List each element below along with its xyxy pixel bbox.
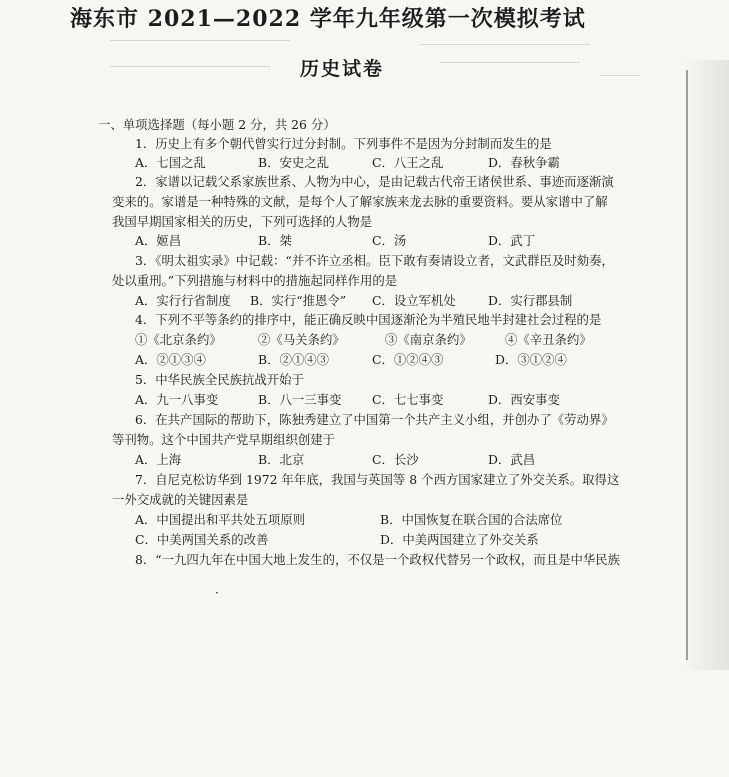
bleed-line	[110, 66, 270, 67]
question-1-line-1: 1．历史上有多个朝代曾实行过分封制。下列事件不是因为分封制而发生的是	[135, 136, 552, 151]
q1-option-a: A．七国之乱	[135, 155, 206, 170]
page-edge	[686, 70, 688, 660]
q2-option-a: A．姬昌	[135, 233, 182, 248]
q7-option-b: B．中国恢复在联合国的合法席位	[380, 512, 563, 527]
q7-option-d: D．中美两国建立了外交关系	[380, 532, 539, 547]
q5-option-a: A．九一八事变	[135, 392, 219, 407]
scan-speck: ·	[215, 586, 219, 600]
q5-option-d: D．西安事变	[488, 392, 560, 407]
q5-option-b: B．八一三事变	[258, 392, 342, 407]
q6-option-c: C．长沙	[372, 452, 419, 467]
q1-option-d: D．春秋争霸	[488, 155, 560, 170]
q1-option-b: B．安史之乱	[258, 155, 330, 170]
q7-option-c: C．中美两国关系的改善	[135, 532, 269, 547]
q4-item-2: ②《马关条约》	[258, 332, 345, 347]
question-6-line-2: 等刊物。这个中国共产党早期组织创建于	[112, 432, 336, 447]
q4-item-1: ①《北京条约》	[135, 332, 222, 347]
question-4-line-1: 4．下列不平等条约的排序中，能正确反映中国逐渐沦为半殖民地半封建社会过程的是	[135, 312, 602, 327]
q2-option-b: B．桀	[258, 233, 292, 248]
q4-option-d: D．③①②④	[495, 352, 567, 367]
question-3-line-1: 3．《明太祖实录》中记载：“并不许立丞相。臣下敢有奏请设立者，文武群臣及时劾奏，	[135, 253, 614, 268]
q3-option-c: C．设立军机处	[372, 293, 456, 308]
q6-option-a: A．上海	[135, 452, 182, 467]
q6-option-d: D．武昌	[488, 452, 536, 467]
question-7-line-2: 一外交成就的关键因素是	[112, 492, 249, 507]
question-8-line-1: 8．“一九四九年在中国大地上发生的，不仅是一个政权代替另一个政权，而且是中华民族	[135, 552, 621, 567]
bleed-line	[600, 75, 640, 76]
question-3-line-2: 处以重刑。”下列措施与材料中的措施起同样作用的是	[112, 273, 398, 288]
q4-option-b: B．②①④③	[258, 352, 330, 367]
question-5-line-1: 5．中华民族全民族抗战开始于	[135, 372, 304, 387]
question-6-line-1: 6．在共产国际的帮助下，陈独秀建立了中国第一个共产主义小组，并创办了《劳动界》	[135, 412, 614, 427]
question-2-line-1: 2．家谱以记载父系家族世系、人物为中心，是由记载古代帝王诸侯世系、事迹而逐渐演	[135, 174, 614, 189]
q4-item-3: ③《南京条约》	[385, 332, 472, 347]
q6-option-b: B．北京	[258, 452, 305, 467]
q2-option-d: D．武丁	[488, 233, 536, 248]
question-2-line-3: 我国早期国家相关的历史，下列可选择的人物是	[112, 214, 373, 229]
bleed-line	[420, 44, 590, 45]
q4-option-a: A．②①③④	[135, 352, 206, 367]
page-subtitle: 历史试卷	[300, 58, 385, 80]
q5-option-c: C．七七事变	[372, 392, 444, 407]
q1-option-c: C．八王之乱	[372, 155, 444, 170]
q3-option-a: A．实行行省制度	[135, 293, 231, 308]
q3-option-d: D．实行郡县制	[488, 293, 573, 308]
q7-option-a: A．中国提出和平共处五项原则	[135, 512, 306, 527]
bleed-line	[110, 40, 290, 41]
q4-option-c: C．①②④③	[372, 352, 444, 367]
bleed-line	[440, 62, 580, 63]
section-heading: 一、单项选择题（每小题 2 分，共 26 分）	[98, 117, 336, 132]
question-7-line-1: 7．自尼克松访华到 1972 年年底，我国与英国等 8 个西方国家建立了外交关系。取得这	[135, 472, 620, 487]
q3-option-b: B．实行“推恩令”	[250, 293, 347, 308]
scan-shadow	[683, 60, 729, 670]
q4-item-4: ④《辛丑条约》	[505, 332, 592, 347]
q2-option-c: C．汤	[372, 233, 407, 248]
page-title: 海东市 2021—2022 学年九年级第一次模拟考试	[70, 6, 586, 32]
question-2-line-2: 变来的。家谱是一种特殊的文献，是每个人了解家族来龙去脉的重要资料。要从家谱中了解	[112, 194, 608, 209]
